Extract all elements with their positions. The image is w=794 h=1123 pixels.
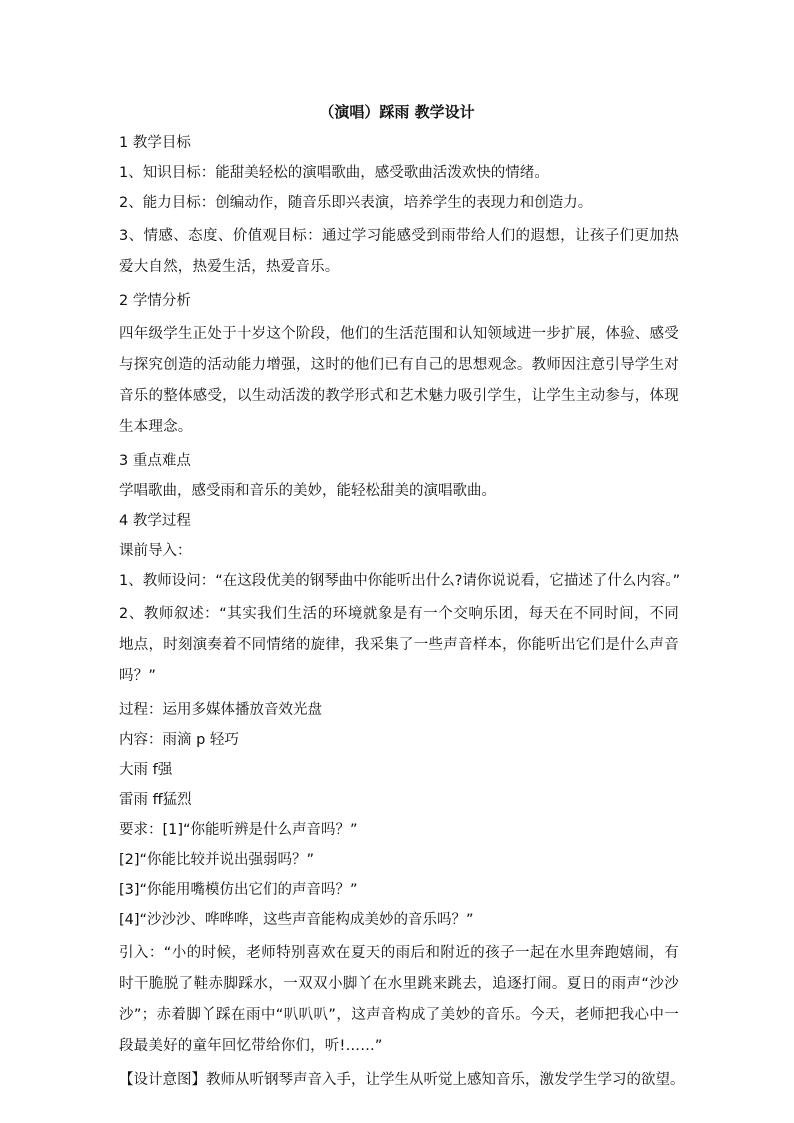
intro-label: 课前导入： — [119, 543, 192, 559]
analysis-heading: 2 学情分析 — [119, 293, 191, 309]
goals-heading: 1 教学目标 — [119, 135, 191, 151]
procedure-line: 过程：运用多媒体播放音效光盘 — [119, 702, 322, 718]
document-title: （演唱）踩雨 教学设计 — [319, 103, 475, 121]
requirement-1: 要求：[1]“你能听辨是什么声音吗？” — [119, 822, 358, 838]
step-narration: 2、教师叙述：“其实我们生活的环境就象是有一个交响乐团，每天在不同时间，不同地点，时刻演奏着不同情绪的旋律，我采集了一些声音样本，你能听出它们是什么声音吗？” — [119, 606, 679, 684]
content-thunderstorm: 雷雨 ff猛烈 — [119, 792, 192, 808]
design-intent: 【设计意图】教师从听钢琴声音入手，让学生从听觉上感知音乐，激发学生学习的欲望。 — [119, 1072, 685, 1088]
goal-ability: 2、能力目标：创编动作，随音乐即兴表演，培养学生的表现力和创造力。 — [119, 195, 593, 211]
content-raindrop: 内容：雨滴 p 轻巧 — [119, 732, 239, 748]
process-heading: 4 教学过程 — [119, 513, 191, 529]
requirement-4: [4]“沙沙沙、哗哗哗，这些声音能构成美妙的音乐吗？” — [119, 912, 474, 928]
key-heading: 3 重点难点 — [119, 453, 191, 469]
goal-knowledge: 1、知识目标：能甜美轻松的演唱歌曲，感受歌曲活泼欢快的情绪。 — [119, 165, 549, 181]
goal-emotion: 3、情感、态度、价值观目标：通过学习能感受到雨带给人们的遐想，让孩子们更加热爱大自然，热爱生活，热爱音乐。 — [119, 228, 679, 275]
step-question: 1、教师设问：“在这段优美的钢琴曲中你能听出什么?请你说说看，它描述了什么内容。” — [119, 573, 681, 589]
requirement-2: [2]“你能比较并说出强弱吗？” — [119, 852, 315, 868]
content-heavy-rain: 大雨 f强 — [119, 762, 173, 778]
document-body — [119, 131, 685, 1098]
analysis-text: 四年级学生正处于十岁这个阶段，他们的生活范围和认知领域进一步扩展，体验、感受与探究创造的活动能力增强，这时的他们已有自己的思想观念。教师因注意引导学生对音乐的整体感受，以生动活泼的教学形式和艺术魅力吸引学生，让学生主动参与，体现生本理念。 — [119, 326, 679, 435]
key-text: 学唱歌曲，感受雨和音乐的美妙，能轻松甜美的演唱歌曲。 — [119, 483, 496, 499]
lead-in-text: 引入：“小的时候，老师特别喜欢在夏天的雨后和附近的孩子一起在水里奔跑嬉闹，有时干脆脱了鞋赤脚踩水，一双双小脚丫在水里跳来跳去，追逐打闹。夏日的雨声“沙沙沙”；赤着脚丫踩在雨中“叭叭叭”，这声音构成了美妙的音乐。今天，老师把我心中一段最美好的童年回忆带给你们，听!……” — [119, 945, 679, 1054]
requirement-3: [3]“你能用嘴模仿出它们的声音吗？” — [119, 882, 358, 898]
